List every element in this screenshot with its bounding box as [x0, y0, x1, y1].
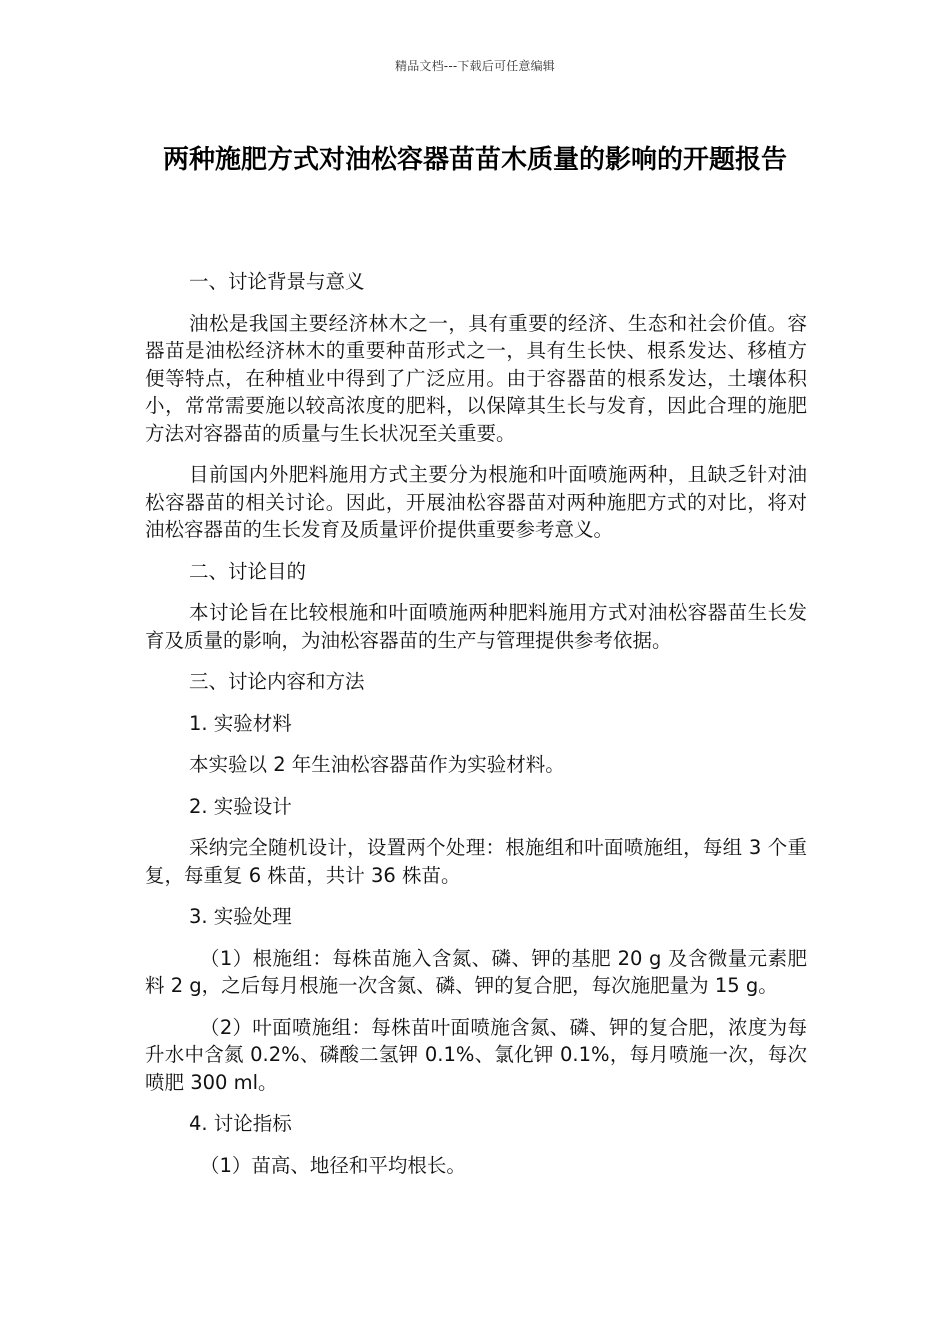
- paragraph-materials: 本实验以 2 年生油松容器苗作为实验材料。: [189, 753, 565, 776]
- section-heading-methods: 三、讨论内容和方法: [189, 670, 365, 693]
- paragraph-treatment-foliar: （2）叶面喷施组：每株苗叶面喷施含氮、磷、钾的复合肥，浓度为每升水中含氮 0.2%、磷酸二氢钾 0.1%、氯化钾 0.1%，每月喷施一次，每次喷肥 300 ml。: [145, 1015, 807, 1094]
- subheading-design: 2. 实验设计: [189, 794, 292, 818]
- header-note: 精品文档---下载后可任意编辑: [395, 59, 555, 73]
- paragraph-indicator-1: （1）苗高、地径和平均根长。: [200, 1153, 466, 1177]
- subheading-treatment: 3. 实验处理: [189, 905, 292, 928]
- paragraph-purpose: 本讨论旨在比较根施和叶面喷施两种肥料施用方式对油松容器苗生长发育及质量的影响，为油松容器苗的生产与管理提供参考依据。: [145, 601, 807, 652]
- document-body: [145, 268, 807, 1193]
- subheading-indicators: 4. 讨论指标: [189, 1112, 292, 1135]
- subheading-materials: 1. 实验材料: [189, 711, 292, 735]
- section-heading-purpose: 二、讨论目的: [189, 559, 307, 583]
- paragraph-design: 采纳完全随机设计，设置两个处理：根施组和叶面喷施组，每组 3 个重复，每重复 6 株苗，共计 36 株苗。: [145, 836, 807, 887]
- paragraph-background-2: 目前国内外肥料施用方式主要分为根施和叶面喷施两种，且缺乏针对油松容器苗的相关讨论。因此，开展油松容器苗对两种施肥方式的对比，将对油松容器苗的生长发育及质量评价提供重要参考意义。: [145, 463, 807, 541]
- paragraph-background-1: 油松是我国主要经济林木之一，具有重要的经济、生态和社会价值。容器苗是油松经济林木的重要种苗形式之一，具有生长快、根系发达、移植方便等特点，在种植业中得到了广泛应用。由于容器苗的根系发达，土壤体积小，常常需要施以较高浓度的肥料，以保障其生长与发育，因此合理的施肥方法对容器苗的质量与生长状况至关重要。: [145, 311, 807, 445]
- paragraph-treatment-root: （1）根施组：每株苗施入含氮、磷、钾的基肥 20 g 及含微量元素肥料 2 g，之后每月根施一次含氮、磷、钾的复合肥，每次施肥量为 15 g。: [145, 946, 807, 997]
- section-heading-background: 一、讨论背景与意义: [189, 270, 365, 293]
- document-title: 两种施肥方式对油松容器苗苗木质量的影响的开题报告: [162, 145, 787, 175]
